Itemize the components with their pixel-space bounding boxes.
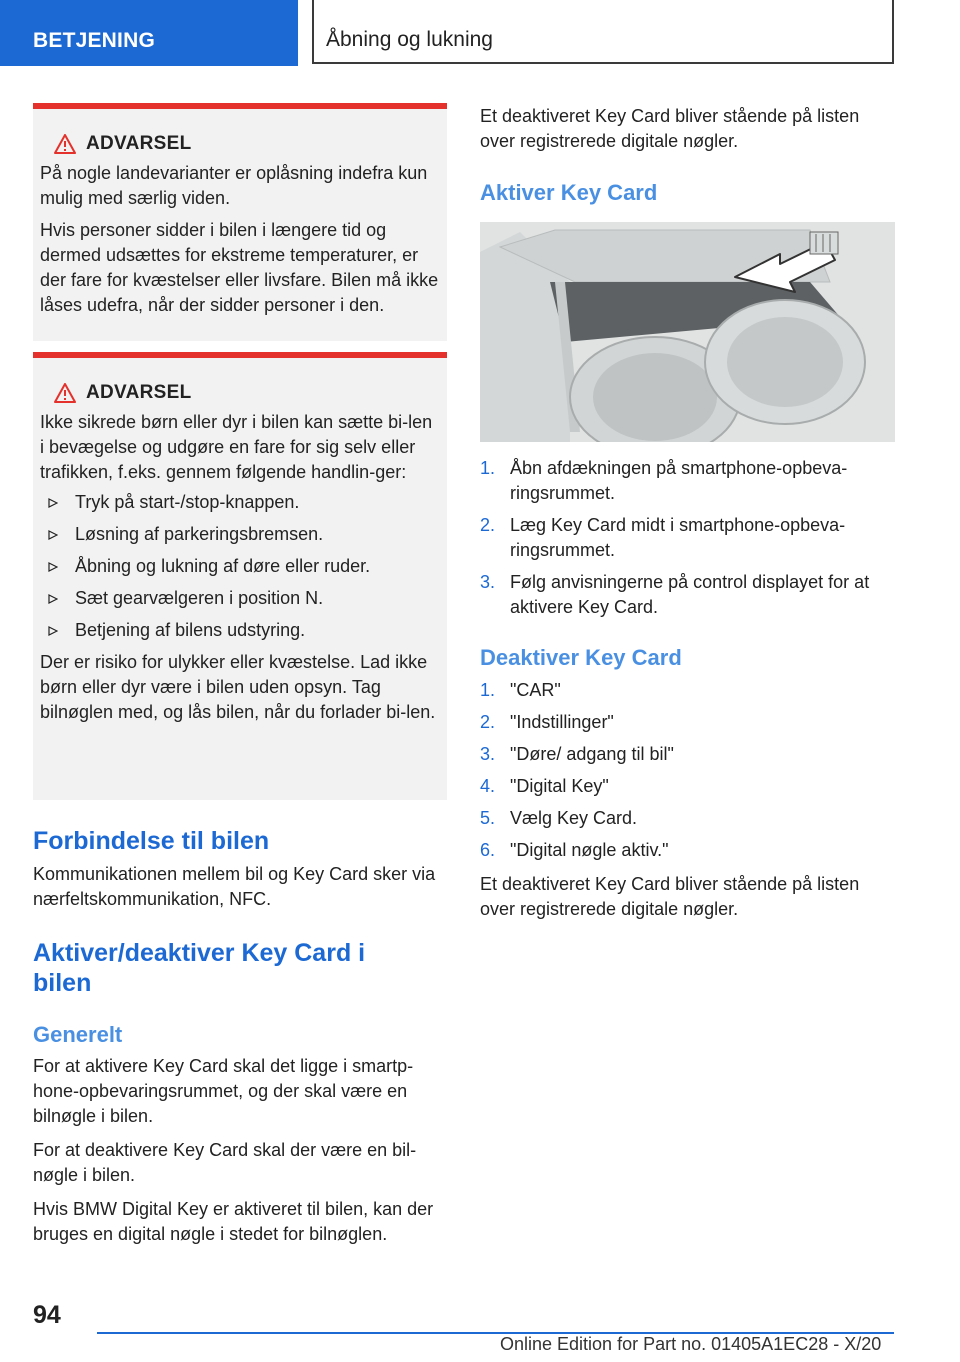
list-item <box>480 710 892 735</box>
general-paragraph-2: For at deaktivere Key Card skal der være en bil-nøgle i bilen. <box>33 1140 417 1185</box>
step-text: "Digital Key" <box>510 776 609 796</box>
list-item-text: Sæt gearvælgeren i position N. <box>75 588 324 608</box>
list-item-text: Åbning og lukning af døre eller ruder. <box>75 556 371 576</box>
warning-triangle-icon <box>54 383 76 403</box>
step-number: 2. <box>480 515 496 535</box>
step-text: Følg anvisningerne på control displayet for at aktivere Key Card. <box>510 572 870 617</box>
warning-box-2 <box>33 352 447 800</box>
section-tab <box>0 0 298 66</box>
activate-heading: Aktiver Key Card <box>480 180 658 205</box>
warning-title: ADVARSEL <box>86 133 192 154</box>
warning-intro: Ikke sikrede børn eller dyr i bilen kan sætte bi-len i bevægelse og udgøre en fare for sig selv eller trafikken, f.eks. gennem følgende handlin-ger: <box>40 412 433 482</box>
list-item <box>480 806 892 831</box>
activation-heading <box>33 938 447 998</box>
list-item <box>480 513 892 563</box>
list-item <box>480 838 892 863</box>
step-text: Læg Key Card midt i smartphone-opbeva-ringsrummet. <box>510 515 846 560</box>
step-text: "CAR" <box>510 680 561 700</box>
activation-heading-line1: Aktiver/deaktiver Key Card i <box>33 939 366 967</box>
warning-box-1 <box>33 103 447 341</box>
warning-paragraph: Hvis personer sidder i bilen i længere tid og dermed udsættes for ekstreme temperaturer, er der fare for kvæstelser eller livsfare. Bilen må ikke låses udefra, når der sidder personer i den. <box>40 220 439 315</box>
intro-text: Et deaktiveret Key Card bliver stående på listen over registrerede digitale nøgler. <box>480 106 860 151</box>
chapter-title: Åbning og lukning <box>326 28 493 51</box>
chapter-header <box>312 0 894 64</box>
step-number: 1. <box>480 458 496 478</box>
page-number: 94 <box>33 1301 61 1329</box>
list-item-text: Tryk på start-/stop-knappen. <box>75 492 300 512</box>
connection-text: Kommunikationen mellem bil og Key Card sker via nærfeltskommunikation, NFC. <box>33 864 436 909</box>
bullet-triangle-icon <box>48 498 58 508</box>
list-item <box>40 490 439 515</box>
step-number: 5. <box>480 808 496 828</box>
step-text: "Døre/ adgang til bil" <box>510 744 674 764</box>
step-number: 3. <box>480 572 496 592</box>
step-number: 3. <box>480 744 496 764</box>
list-item <box>40 618 439 643</box>
bullet-triangle-icon <box>48 562 58 572</box>
list-item-text: Løsning af parkeringsbremsen. <box>75 524 324 544</box>
warning-outro: Der er risiko for ulykker eller kvæstelse. Lad ikke børn eller dyr være i bilen uden opsyn. Tag bilnøglen med, og lås bilen, når du forlader bi-len. <box>40 652 436 722</box>
smartphone-tray-illustration <box>480 222 895 442</box>
warning-paragraph: På nogle landevarianter er oplåsning indefra kun mulig med særlig viden. <box>40 163 428 208</box>
bullet-triangle-icon <box>48 530 58 540</box>
outro-text: Et deaktiveret Key Card bliver stående på listen over registrerede digitale nøgler. <box>480 874 860 919</box>
general-paragraph-1: For at aktivere Key Card skal det ligge i smartp-hone-opbevaringsrummet, og der skal være en bilnøgle i bilen. <box>33 1056 414 1126</box>
list-item <box>480 742 892 767</box>
list-item <box>480 678 892 703</box>
step-text: "Digital nøgle aktiv." <box>510 840 669 860</box>
bullet-list <box>40 490 439 643</box>
deactivate-heading: Deaktiver Key Card <box>480 645 682 670</box>
warning-triangle-icon <box>54 134 76 154</box>
list-item <box>480 774 892 799</box>
general-paragraph-3: Hvis BMW Digital Key er aktiveret til bilen, kan der bruges en digital nøgle i stedet for bilnøglen. <box>33 1199 434 1244</box>
edition-text: Online Edition for Part no. 01405A1EC28 - X/20 <box>500 1334 882 1354</box>
list-item <box>40 586 439 611</box>
list-item-text: Betjening af bilens udstyring. <box>75 620 306 640</box>
step-text: Åbn afdækningen på smartphone-opbeva-ringsrummet. <box>510 458 848 503</box>
step-number: 2. <box>480 712 496 732</box>
bullet-triangle-icon <box>48 594 58 604</box>
list-item <box>40 554 439 579</box>
activation-heading-line2: bilen <box>33 969 92 997</box>
list-item <box>40 522 439 547</box>
section-label: BETJENING <box>33 29 155 52</box>
smartphone-tray-photo <box>480 222 895 442</box>
activate-steps <box>480 456 892 620</box>
list-item <box>480 456 892 506</box>
step-number: 1. <box>480 680 496 700</box>
warning-header <box>40 129 439 159</box>
deactivate-steps <box>480 678 892 863</box>
step-text: "Indstillinger" <box>510 712 614 732</box>
warning-title: ADVARSEL <box>86 382 192 403</box>
connection-heading: Forbindelse til bilen <box>33 827 270 855</box>
warning-header <box>40 378 439 408</box>
step-number: 6. <box>480 840 496 860</box>
general-heading: Generelt <box>33 1022 123 1047</box>
step-number: 4. <box>480 776 496 796</box>
bullet-triangle-icon <box>48 626 58 636</box>
step-text: Vælg Key Card. <box>510 808 638 828</box>
list-item <box>480 570 892 620</box>
